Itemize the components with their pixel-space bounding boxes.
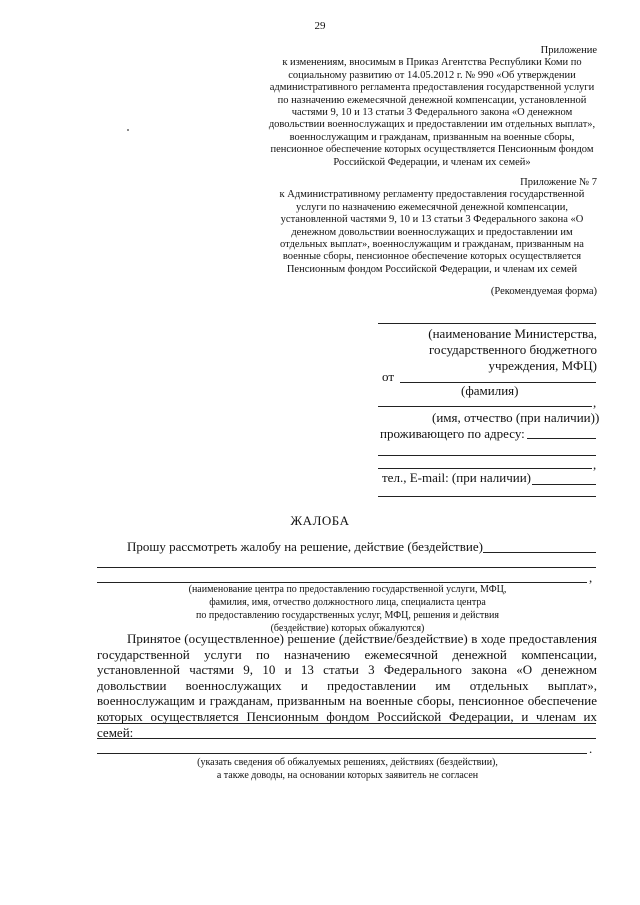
page-number: 29 — [314, 20, 326, 32]
request-blank-line-2[interactable] — [97, 567, 596, 568]
appendix-1-text: к изменениям, вносимым в Приказ Агентства Республики Коми по социальному развитию от 14.05.2012 г. № 990 «Об утверждении административного регламента предоставления государственной услуги по назначению ежемесячной денежной компенсации, установленной частями 9, 10 и 13 статьи 3 Федерального закона «О денежном довольствии военнослужащих и предоставлении им отдельных выплат», военнослужащим и гражданам, призванным на военные сборы, пенсионное обеспечение которых осуществляется Пенсионным фондом Российской Федерации, и членам их семей» — [268, 57, 596, 168]
address-blank-line-1[interactable] — [527, 438, 596, 439]
ministry-caption-line-1: (наименование Министерства, — [428, 326, 597, 341]
from-label: от — [382, 369, 395, 384]
request-caption-line-2: фамилия, имя, отчество должностного лица, специалиста центра — [209, 597, 486, 608]
appendix-2-heading: Приложение № 7 — [520, 177, 597, 188]
ministry-caption — [428, 326, 597, 374]
name-patronymic-caption: (имя, отчество (при наличии)) — [432, 410, 600, 425]
comma: , — [589, 570, 593, 585]
period: . — [589, 741, 593, 756]
recommended-form-label: (Рекомендуемая форма) — [490, 286, 597, 297]
details-caption — [100, 756, 595, 782]
address-blank-line-3[interactable] — [378, 468, 592, 469]
details-blank-line-1[interactable] — [97, 723, 596, 724]
decision-paragraph-text: Принятое (осуществленное) решение (действие/бездействие) в ходе предоставления государственной услуги по назначению ежемесячной денежной компенсации, установленной частями 9, 10 и 13 статьи 3 Федерального закона «О денежном довольствии военнослужащих и предоставлении им отдельных выплат», военнослужащим и гражданам, призванным на военные сборы, пенсионное обеспечение которых осуществляется Пенсионным фондом Российской Федерации, и членам их семей: — [97, 631, 597, 740]
appendix-2-text: к Административному регламенту предоставления государственной услуги по назначению ежемесячной денежной компенсации, установленной частями 9, 10 и 13 статьи 3 Федерального закона «О денежном довольствии военнослужащих и предоставлении им отдельных выплат», военнослужащим и гражданам, призванным на военные сборы, пенсионное обеспечение которых осуществляется Пенсионным фондом Российской Федерации, и членам их семей — [279, 189, 585, 275]
appendix-block-2 — [267, 177, 597, 276]
comma: , — [593, 457, 597, 472]
request-text: Прошу рассмотреть жалобу на решение, действие (бездействие) — [127, 539, 483, 554]
request-caption-line-4: (бездействие) которых обжалуются) — [270, 623, 425, 634]
request-caption — [100, 583, 595, 635]
name-blank-line[interactable] — [378, 406, 592, 407]
details-blank-line-3[interactable] — [97, 753, 587, 754]
comma: , — [593, 395, 597, 410]
scan-speck — [127, 129, 129, 131]
ministry-caption-line-3: учреждения, МФЦ) — [488, 358, 597, 373]
contacts-blank-line-1[interactable] — [532, 484, 596, 485]
request-blank-line-1[interactable] — [483, 552, 596, 553]
details-blank-line-2[interactable] — [97, 738, 596, 739]
ministry-caption-line-2: государственного бюджетного — [429, 342, 597, 357]
address-blank-line-2[interactable] — [378, 455, 596, 456]
details-caption-line-1: (указать сведения об обжалуемых решениях, действиях (бездействии), — [197, 757, 498, 768]
complaint-title: ЖАЛОБА — [290, 513, 350, 528]
surname-caption: (фамилия) — [461, 383, 519, 398]
contacts-blank-line-2[interactable] — [378, 496, 596, 497]
request-caption-line-1: (наименование центра по предоставлению государственной услуги, МФЦ, — [188, 584, 507, 595]
ministry-blank-line[interactable] — [378, 323, 596, 324]
details-caption-line-2: а также доводы, на основании которых заявитель не согласен — [216, 770, 479, 781]
request-caption-line-3: по предоставлению государственных услуг, МФЦ, решения и действия — [196, 610, 499, 621]
residing-label: проживающего по адресу: — [380, 426, 525, 441]
contacts-label: тел., E-mail: (при наличии) — [382, 470, 531, 485]
appendix-block-1 — [267, 45, 597, 169]
appendix-1-heading: Приложение — [540, 45, 597, 56]
